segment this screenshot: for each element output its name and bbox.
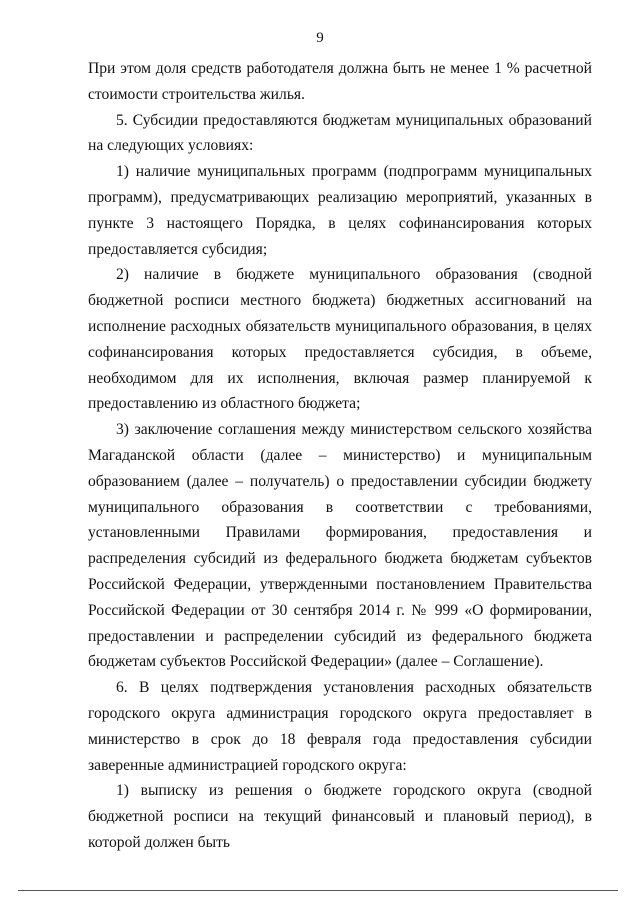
paragraph-5-conditions: 5. Субсидии предоставляются бюджетам муниципальных образований на следующих условиях:: [88, 111, 592, 155]
page-number: 9: [316, 30, 324, 46]
paragraph-5-3-agreement: 3) заключение соглашения между министерством сельского хозяйства Магаданской области (далее – министерство) и муниципальным образованием (далее – получатель) о предоставлении субсидии бюджету муниципального образования в соответствии с требованиями, установленными Правилами формирования, предоставления и распределения субсидий из федерального бюджета бюджетам субъектов Российской Федерации, утвержденными постановлением Правительства Российской Федерации от 30 сентября 2014 г. № 999 «О формировании, предоставлении и распределении субсидий из федерального бюджета бюджетам субъектов Российской Федерации» (далее – Соглашение).: [88, 421, 592, 671]
paragraph-5-1-programs: 1) наличие муниципальных программ (подпрограмм муниципальных программ), предусматривающих реализацию мероприятий, указанных в пункте 3 настоящего Порядка, в целях софинансирования которых предоставляется субсидия;: [88, 163, 592, 258]
paragraph-6-obligations: 6. В целях подтверждения установления расходных обязательств городского округа администрация городского округа предоставляет в министерство в срок до 18 февраля года предоставления субсидии заверенные администрацией городского округа:: [88, 679, 592, 774]
paragraph-6-1-extract: 1) выписку из решения о бюджете городского округа (сводной бюджетной росписи на текущий финансовый и плановый период), в которой должен быть: [88, 782, 592, 851]
scan-bottom-edge: [18, 890, 618, 891]
document-body: [88, 56, 592, 856]
paragraph-5-2-budget: 2) наличие в бюджете муниципального образования (сводной бюджетной росписи местного бюджета) бюджетных ассигнований на исполнение расходных обязательств муниципального образования, в целях софинансирования которых предоставляется субсидия, в объеме, необходимом для их исполнения, включая размер планируемой к предоставлению из областного бюджета;: [88, 266, 592, 413]
paragraph-cost-share: При этом доля средств работодателя должна быть не менее 1 % расчетной стоимости строительства жилья.: [88, 60, 592, 103]
